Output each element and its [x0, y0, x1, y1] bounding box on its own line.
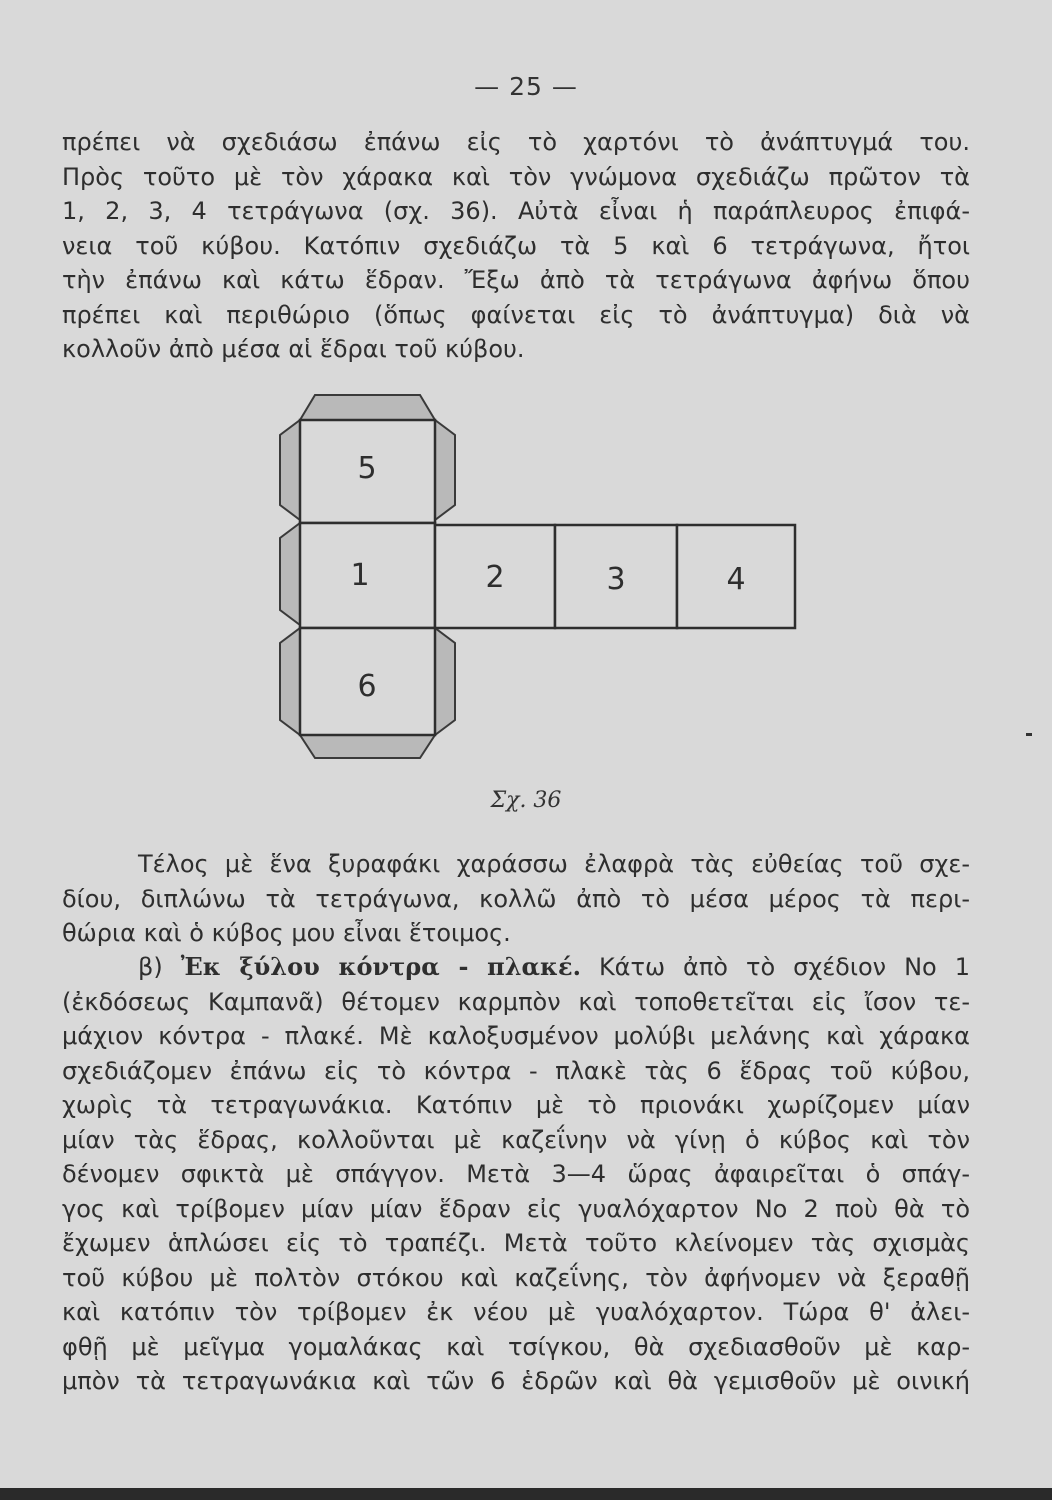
text-line: τὴν ἐπάνω καὶ κάτω ἕδραν. Ἔξω ἀπὸ τὰ τετράγωνα ἀφήνω ὅπου	[62, 266, 970, 294]
face-label-6: 6	[357, 669, 377, 704]
text-line: καὶ κατόπιν τὸν τρίβομεν ἐκ νέου μὲ γυαλόχαρτον. Τώρα θ' ἀλει-	[62, 1298, 970, 1326]
text-line: γος καὶ τρίβομεν μίαν μίαν ἕδραν εἰς γυαλόχαρτον Νο 2 ποὺ θὰ τὸ	[62, 1194, 970, 1223]
section-b-label: β)	[138, 953, 163, 981]
paragraph-finish	[62, 847, 970, 951]
face-label-5: 5	[357, 451, 377, 486]
text-line: κολλοῦν ἀπὸ μέσα αἱ ἕδραι τοῦ κύβου.	[62, 335, 525, 363]
text-line: ἔχωμεν ἁπλώσει εἰς τὸ τραπέζι. Μετὰ τοῦτο κλείνομεν τὰς σχισμὰς	[62, 1229, 970, 1257]
flap-left-1	[280, 523, 300, 625]
page-bottom-edge	[0, 1488, 1052, 1500]
text-line: σχεδιάζομεν ἐπάνω εἰς τὸ κόντρα - πλακὲ τὰς 6 ἕδρας τοῦ κύβου,	[62, 1056, 970, 1085]
face-label-4: 4	[726, 562, 746, 597]
text-line: δένομεν σφικτὰ μὲ σπάγγον. Μετὰ 3—4 ὥρας ἀφαιρεῖται ὁ σπάγ-	[62, 1160, 970, 1188]
text-line: νεια τοῦ κύβου. Κατόπιν σχεδιάζω τὰ 5 καὶ 6 τετράγωνα, ἤτοι	[62, 231, 970, 260]
text-line: μίαν τὰς ἕδρας, κολλοῦνται μὲ καζεΐνην νὰ γίνῃ ὁ κύβος καὶ τὸν	[62, 1125, 970, 1154]
section-b-first-line	[62, 950, 970, 985]
face-label-2: 2	[485, 560, 505, 595]
text-line: θώρια καὶ ὁ κύβος μου εἶναι ἕτοιμος.	[62, 919, 511, 947]
text-line: δίου, διπλώνω τὰ τετράγωνα, κολλῶ ἀπὸ τὸ μέσα μέρος τὰ περι-	[62, 884, 970, 913]
figure-caption: Σχ. 36	[490, 788, 562, 813]
section-b-first-line-rest: Κάτω ἀπὸ τὸ σχέδιον Νο 1	[598, 953, 970, 981]
text-line: μπὸν τὰ τετραγωνάκια καὶ τῶν 6 ἑδρῶν καὶ θὰ γεμισθοῦν μὲ οινική	[62, 1367, 970, 1395]
text-line: Πρὸς τοῦτο μὲ τὸν χάρακα καὶ τὸν γνώμονα σχεδιάζω πρῶτον τὰ	[62, 162, 970, 191]
flap-left-6	[280, 628, 300, 735]
margin-mark	[1026, 733, 1032, 736]
flap-top	[300, 395, 435, 420]
text-line: μάχιον κόντρα - πλακέ. Μὲ καλοξυσμένον μολύβι μελάνης καὶ χάρακα	[62, 1022, 970, 1050]
flap-bottom	[300, 735, 435, 758]
text-line: πρέπει καὶ περιθώριο (ὅπως φαίνεται εἰς τὸ ἀνάπτυγμα) διὰ νὰ	[62, 300, 970, 329]
paragraph-intro	[62, 125, 970, 367]
page-number: — 25 —	[474, 72, 578, 101]
flap-right-6	[435, 628, 455, 735]
section-b	[62, 950, 970, 1399]
text-line: χωρὶς τὰ τετραγωνάκια. Κατόπιν μὲ τὸ πριονάκι χωρίζομεν μίαν	[62, 1091, 970, 1119]
flap-left-5	[280, 420, 300, 520]
face-label-1: 1	[350, 558, 370, 593]
text-line: 1, 2, 3, 4 τετράγωνα (σχ. 36). Αὐτὰ εἶναι ἡ παράπλευρος ἐπιφά-	[62, 197, 970, 225]
text-line: πρέπει νὰ σχεδιάσω ἐπάνω εἰς τὸ χαρτόνι τὸ ἀνάπτυγμά του.	[62, 128, 970, 156]
flap-right-5	[435, 420, 455, 520]
text-line: φθῇ μὲ μεῖγμα γομαλάκας καὶ τσίγκου, θὰ σχεδιασθοῦν μὲ καρ-	[62, 1332, 970, 1361]
cube-net-figure	[270, 385, 810, 775]
text-line: τοῦ κύβου μὲ πολτὸν στόκου καὶ καζεΐνης, τὸν ἀφήνομεν νὰ ξεραθῇ	[62, 1263, 970, 1292]
text-line: (ἐκδόσεως Καμπανᾶ) θέτομεν καρμπὸν καὶ τοποθετεῖται εἰς ἴσον τε-	[62, 987, 970, 1016]
text-line: Τέλος μὲ ἕνα ξυραφάκι χαράσσω ἐλαφρὰ τὰς εὐθείας τοῦ σχε-	[138, 850, 970, 878]
face-label-3: 3	[606, 562, 626, 597]
section-b-heading: Ἐκ ξύλου κόντρα - πλακέ.	[180, 952, 581, 981]
